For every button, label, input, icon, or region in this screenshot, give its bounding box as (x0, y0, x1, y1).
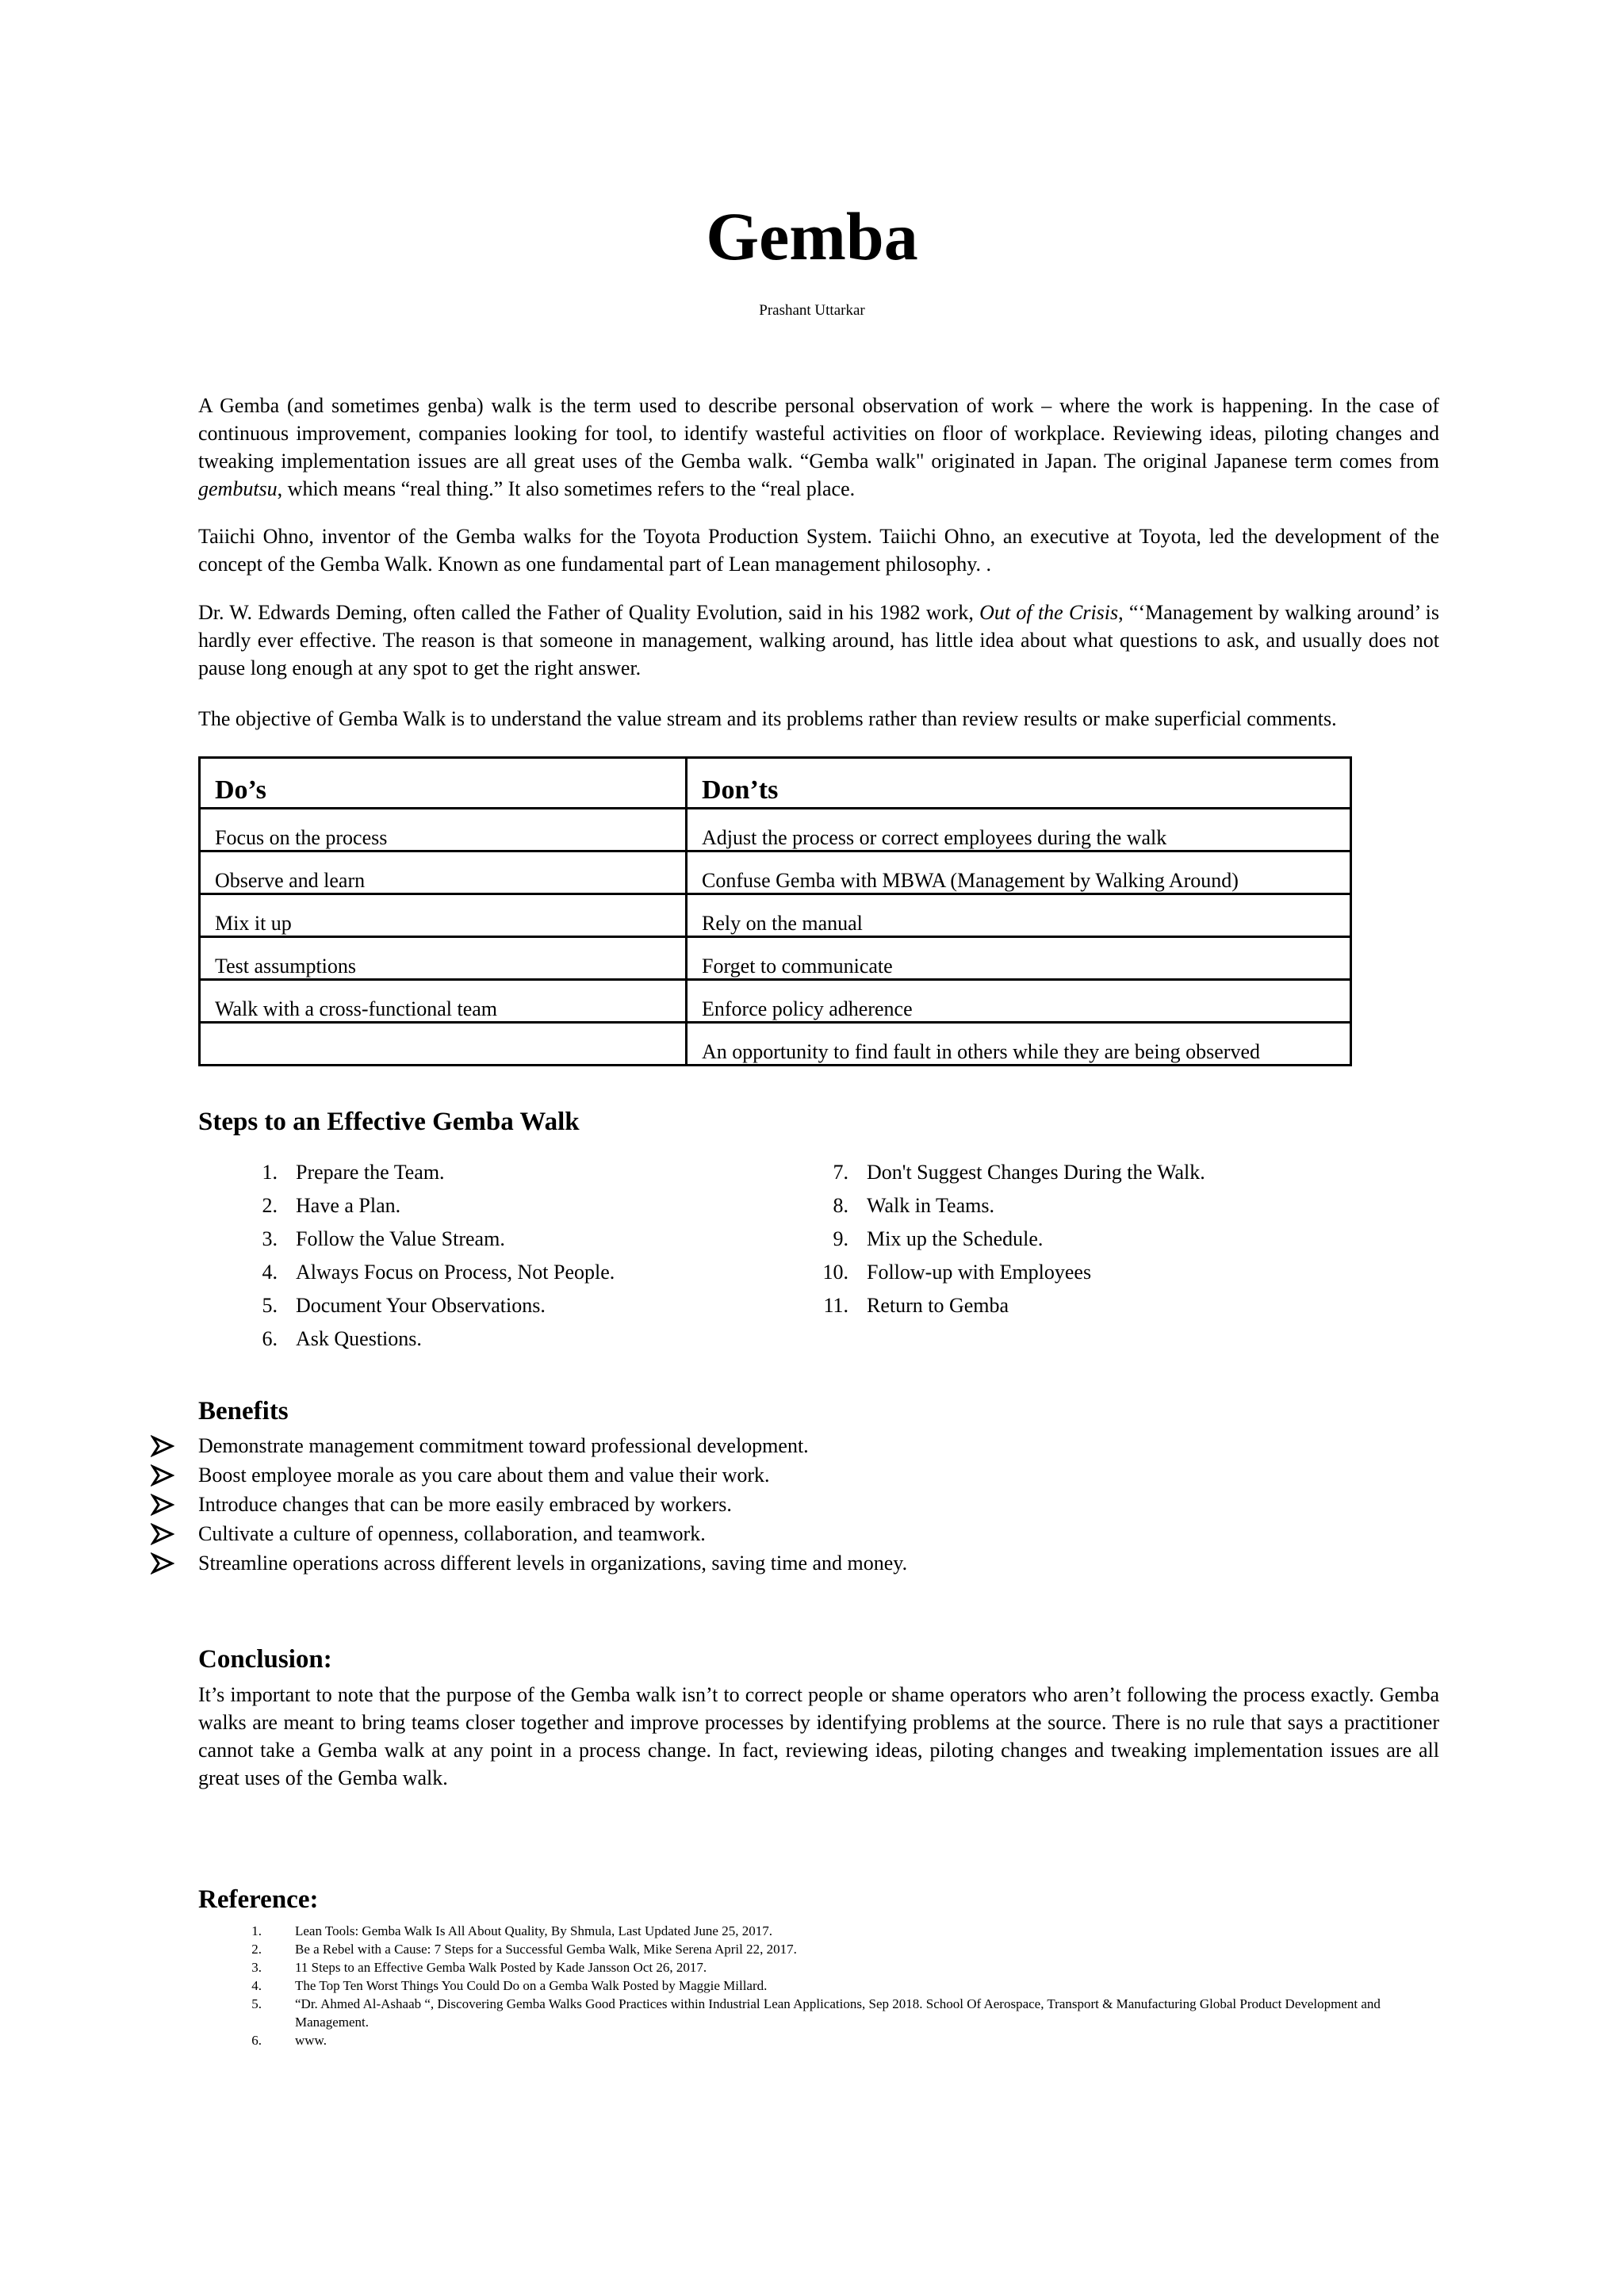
conclusion-heading: Conclusion: (198, 1645, 332, 1674)
reference-text: “Dr. Ahmed Al-Ashaab “, Discovering Gemba Walks Good Practices within Industrial Lean Applications, Sep 2018. School Of Aerospace, Transport & Manufacturing Global Product Development and Management. (295, 1996, 1381, 2030)
step-text: Prepare the Team. (296, 1161, 445, 1184)
table-row (200, 809, 1351, 851)
reference-text: Lean Tools: Gemba Walk Is All About Quality, By Shmula, Last Updated June 25, 2017. (295, 1923, 772, 1938)
list-item (817, 1189, 1205, 1223)
arrow-bullet-icon (151, 1431, 174, 1460)
dos-cell: Walk with a cross-functional team (200, 980, 687, 1023)
list-item (246, 1223, 615, 1256)
benefit-text: Demonstrate management commitment toward professional development. (198, 1434, 809, 1457)
benefit-text: Streamline operations across different levels in organizations, saving time and money. (198, 1552, 908, 1575)
page-title: Gemba (706, 198, 918, 274)
list-item (246, 1256, 615, 1289)
donts-header: Don’ts (687, 758, 1351, 809)
step-text: Have a Plan. (296, 1194, 401, 1217)
list-item (151, 1548, 907, 1578)
reference-text: Be a Rebel with a Cause: 7 Steps for a Successful Gemba Walk, Mike Serena April 22, 2017. (295, 1942, 797, 1957)
donts-cell: Confuse Gemba with MBWA (Management by Walking Around) (687, 851, 1351, 894)
donts-cell: Enforce policy adherence (687, 980, 1351, 1023)
reference-text: www. (295, 2033, 327, 2048)
benefit-text: Cultivate a culture of openness, collaboration, and teamwork. (198, 1522, 706, 1545)
reference-number: 3. (251, 1960, 262, 1975)
reference-number: 2. (251, 1942, 262, 1957)
list-item (246, 1156, 615, 1189)
list-item (151, 1431, 907, 1460)
list-item (246, 1322, 615, 1356)
arrow-bullet-icon (151, 1460, 174, 1490)
reference-number: 1. (251, 1923, 262, 1938)
donts-cell: Rely on the manual (687, 894, 1351, 937)
benefit-text: Boost employee morale as you care about them and value their work. (198, 1464, 770, 1487)
table-row (200, 937, 1351, 980)
list-item (238, 2031, 1427, 2049)
step-number: 1. (262, 1161, 278, 1184)
donts-cell: An opportunity to find fault in others while they are being observed (687, 1023, 1351, 1066)
dos-donts-table (198, 756, 1352, 1066)
intro-paragraph-3 (198, 599, 1439, 682)
step-number: 10. (822, 1261, 848, 1284)
references-list (238, 1922, 1427, 2049)
list-item (238, 1922, 1427, 1940)
step-text: Follow the Value Stream. (296, 1227, 505, 1250)
dos-cell: Observe and learn (200, 851, 687, 894)
step-number: 7. (833, 1161, 848, 1184)
dos-cell (200, 1023, 687, 1066)
step-text: Mix up the Schedule. (867, 1227, 1044, 1250)
list-item (238, 1958, 1427, 1976)
step-number: 6. (262, 1327, 278, 1350)
step-number: 4. (262, 1261, 278, 1284)
intro-p1-term: gembutsu (198, 477, 278, 500)
list-item (238, 1940, 1427, 1958)
benefits-heading: Benefits (198, 1397, 289, 1425)
donts-cell: Adjust the process or correct employees during the walk (687, 809, 1351, 851)
steps-heading: Steps to an Effective Gemba Walk (198, 1108, 580, 1136)
intro-p1-text-a: A Gemba (and sometimes genba) walk is the term used to describe personal observation of work – where the work is happening. In the case of continuous improvement, companies looking for tool, to identify wasteful activities on floor of workplace. Reviewing ideas, piloting changes and tweaking implementation issues are all great uses of the Gemba walk. “Gemba walk" originated in Japan. The original Japanese term comes from (198, 394, 1439, 473)
table-header-row (200, 758, 1351, 809)
step-text: Don't Suggest Changes During the Walk. (867, 1161, 1205, 1184)
references-heading: Reference: (198, 1885, 319, 1914)
step-number: 5. (262, 1294, 278, 1317)
intro-p1-text-b: , which means “real thing.” It also sometimes refers to the “real place. (277, 477, 856, 500)
arrow-bullet-icon (151, 1490, 174, 1519)
table-row (200, 1023, 1351, 1066)
author-name: Prashant Uttarkar (759, 302, 865, 319)
step-text: Follow-up with Employees (867, 1261, 1092, 1284)
intro-paragraph-4: The objective of Gemba Walk is to understand the value stream and its problems rather than review results or make superficial comments. (198, 707, 1337, 730)
list-item (817, 1256, 1205, 1289)
step-number: 8. (833, 1194, 848, 1217)
table-row (200, 894, 1351, 937)
list-item (151, 1460, 907, 1490)
reference-text: The Top Ten Worst Things You Could Do on a Gemba Walk Posted by Maggie Millard. (295, 1978, 768, 1993)
list-item (238, 1995, 1427, 2031)
reference-number: 4. (251, 1978, 262, 1993)
dos-header: Do’s (200, 758, 687, 809)
dos-cell: Mix it up (200, 894, 687, 937)
step-text: Return to Gemba (867, 1294, 1009, 1317)
dos-cell: Focus on the process (200, 809, 687, 851)
intro-p3-text-a: Dr. W. Edwards Deming, often called the Father of Quality Evolution, said in his 1982 work, (198, 601, 980, 624)
list-item (817, 1156, 1205, 1189)
step-text: Ask Questions. (296, 1327, 422, 1350)
reference-number: 6. (251, 2033, 262, 2048)
reference-number: 5. (251, 1996, 262, 2011)
list-item (817, 1289, 1205, 1322)
donts-cell: Forget to communicate (687, 937, 1351, 980)
table-row (200, 851, 1351, 894)
list-item (246, 1189, 615, 1223)
step-text: Walk in Teams. (867, 1194, 994, 1217)
arrow-bullet-icon (151, 1548, 174, 1578)
benefits-list (151, 1431, 907, 1578)
dos-cell: Test assumptions (200, 937, 687, 980)
step-number: 11. (823, 1294, 848, 1317)
step-number: 9. (833, 1227, 848, 1250)
table-row (200, 980, 1351, 1023)
list-item (151, 1490, 907, 1519)
intro-paragraph-1 (198, 392, 1439, 503)
intro-paragraph-2: Taiichi Ohno, inventor of the Gemba walks for the Toyota Production System. Taiichi Ohno, an executive at Toyota, led the development of the concept of the Gemba Walk. Known as one fundamental part of Lean management philosophy. . (198, 525, 1439, 576)
steps-list-right (817, 1156, 1205, 1322)
step-number: 2. (262, 1194, 278, 1217)
conclusion-paragraph: It’s important to note that the purpose of the Gemba walk isn’t to correct people or shame operators who aren’t following the process exactly. Gemba walks are meant to bring teams closer together and improve processes by identifying problems at the source. There is no rule that says a practitioner cannot take a Gemba walk at any point in a process change. In fact, reviewing ideas, piloting changes and tweaking implementation issues are all great uses of the Gemba walk. (198, 1683, 1439, 1789)
list-item (151, 1519, 907, 1548)
step-number: 3. (262, 1227, 278, 1250)
step-text: Always Focus on Process, Not People. (296, 1261, 615, 1284)
arrow-bullet-icon (151, 1519, 174, 1548)
list-item (817, 1223, 1205, 1256)
intro-p3-text-b: , “‘Management by walking around’ is hardly ever effective. The reason is that someone in management, walking around, has little idea about what questions to ask, and usually does not pause long enough at any spot to get the right answer. (198, 601, 1439, 679)
list-item (246, 1289, 615, 1322)
step-text: Document Your Observations. (296, 1294, 546, 1317)
steps-list-left (246, 1156, 615, 1356)
reference-text: 11 Steps to an Effective Gemba Walk Posted by Kade Jansson Oct 26, 2017. (295, 1960, 707, 1975)
intro-p3-book-title: Out of the Crisis (979, 601, 1119, 624)
list-item (238, 1976, 1427, 1995)
benefit-text: Introduce changes that can be more easily embraced by workers. (198, 1493, 732, 1516)
